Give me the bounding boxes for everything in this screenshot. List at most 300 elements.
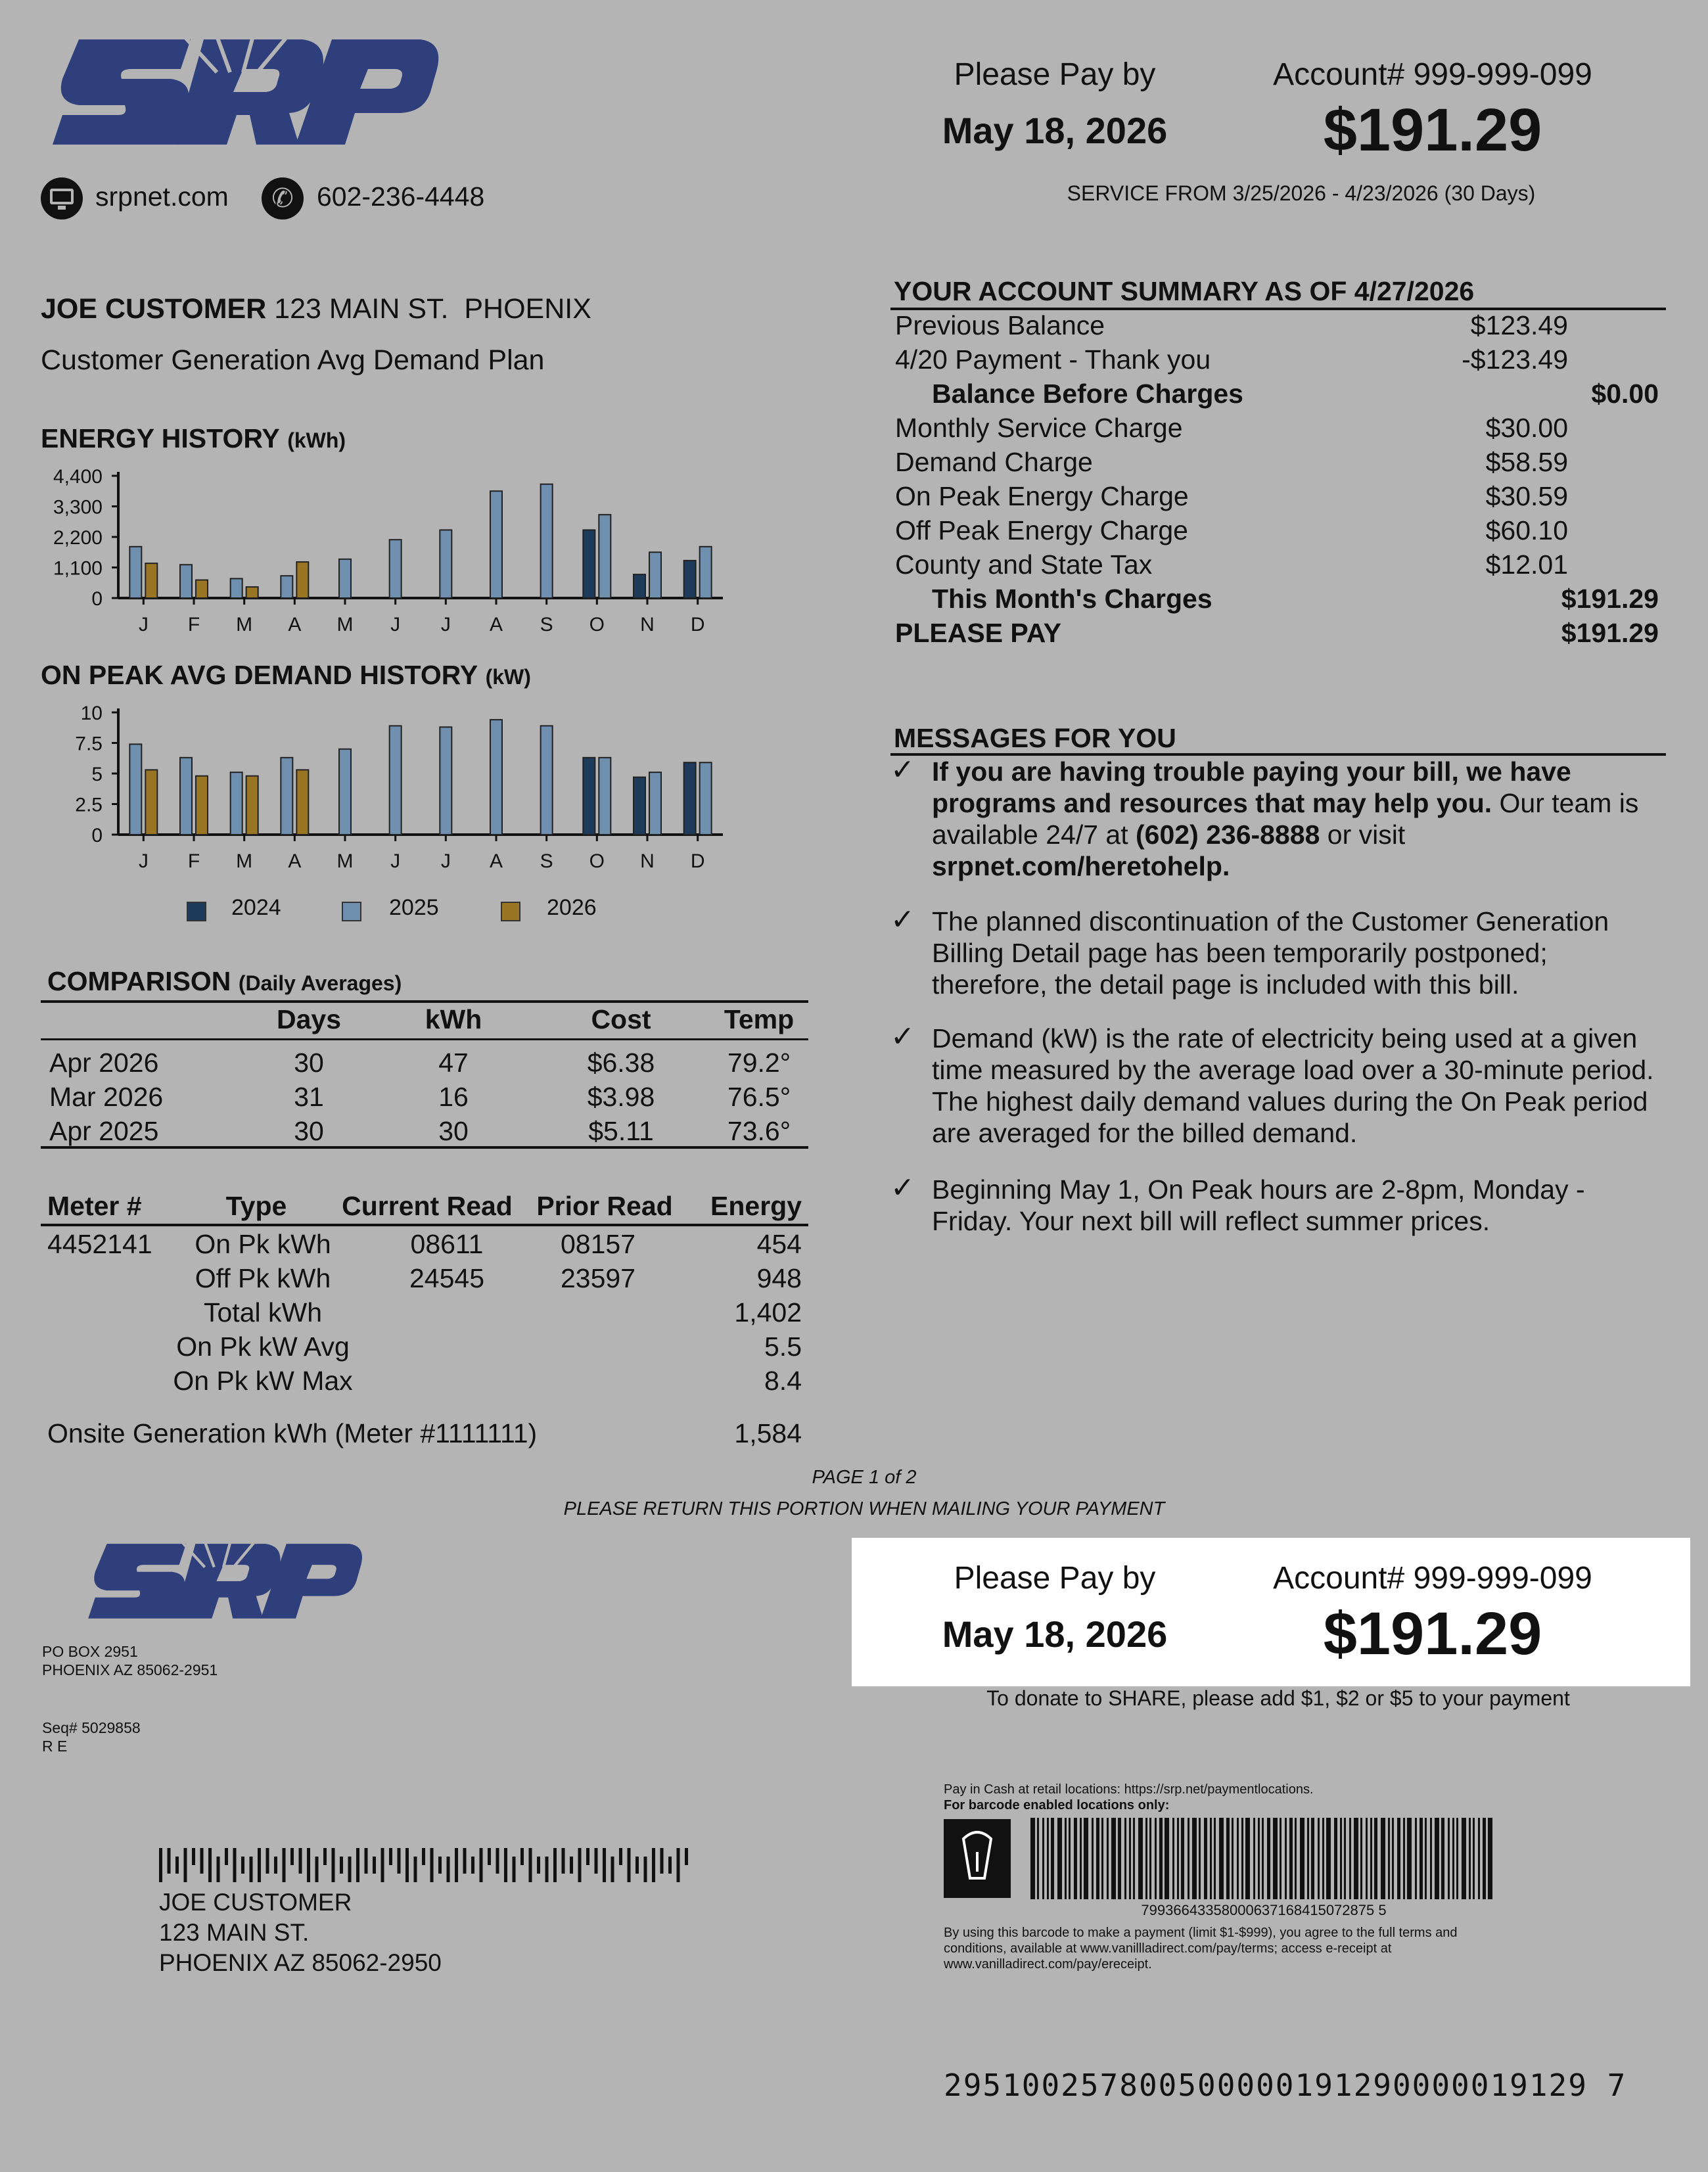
barcode-bar [1192, 1818, 1197, 1899]
barcode-bar [1069, 1818, 1071, 1899]
help-phone: (602) 236-8888 [1136, 820, 1320, 850]
postal-bar [562, 1848, 565, 1874]
barcode-bar [1318, 1818, 1320, 1899]
postal-bar [504, 1848, 507, 1882]
postal-bar [635, 1857, 639, 1874]
barcode-bar [1349, 1818, 1351, 1899]
summary-amount: $12.01 [1485, 549, 1568, 580]
meter-energy: 5.5 [764, 1331, 802, 1362]
meter-energy: 1,402 [734, 1297, 802, 1328]
postal-bar [365, 1848, 368, 1874]
po-city: PHOENIX AZ 85062-2951 [42, 1661, 218, 1678]
barcode-bar [1392, 1818, 1394, 1899]
barcode-bar [1237, 1818, 1239, 1899]
barcode-terms-1: By using this barcode to make a payment (limit $1-$999), you agree to the full terms and [944, 1926, 1458, 1940]
postal-bar [192, 1848, 195, 1865]
postal-bar [628, 1848, 631, 1882]
barcode-bar [1273, 1818, 1278, 1899]
svg-text:R: R [346, 1546, 355, 1561]
postal-bar [405, 1848, 409, 1882]
mail-street: 123 MAIN ST. [159, 1919, 310, 1946]
barcode-bar [1145, 1818, 1147, 1899]
summary-label: PLEASE PAY [895, 618, 1061, 648]
x-tick-label: J [440, 850, 451, 872]
postal-bar [447, 1857, 450, 1882]
demand-history-unit: (kW) [485, 665, 531, 689]
message-on-peak-hours: Beginning May 1, On Peak hours are 2-8pm, Monday - Friday. Your next bill will reflect summer prices. [932, 1174, 1585, 1236]
postal-bar [520, 1848, 524, 1865]
meter-prior: 23597 [560, 1263, 635, 1293]
service-period: SERVICE FROM 3/25/2026 - 4/23/2026 (30 Days) [1067, 181, 1536, 205]
retail-barcode [1030, 1818, 1497, 1899]
x-tick-label: A [489, 614, 503, 635]
phone-number: 602-236-4448 [317, 181, 485, 212]
postal-bar [356, 1848, 359, 1882]
bar-2025 [339, 559, 351, 598]
pay-by-date: May 18, 2026 [942, 110, 1168, 151]
seq-number: Seq# 5029858 [42, 1719, 141, 1736]
summary-label: Previous Balance [895, 310, 1105, 340]
barcode-bar [1456, 1818, 1458, 1899]
postal-bar [668, 1857, 672, 1874]
col-temp: Temp [724, 1004, 795, 1034]
postal-bar [529, 1848, 532, 1882]
meter-type: Total kWh [204, 1297, 322, 1328]
comparison-cost: $6.38 [587, 1048, 655, 1078]
barcode-bar [1430, 1818, 1432, 1899]
x-tick-label: M [336, 614, 354, 635]
postal-bar [422, 1848, 425, 1865]
barcode-bar [1030, 1818, 1035, 1899]
barcode-bar [1441, 1818, 1444, 1899]
barcode-bar [1307, 1818, 1309, 1899]
barcode-bar [1133, 1818, 1135, 1899]
x-tick-label: S [540, 614, 553, 635]
return-note: PLEASE RETURN THIS PORTION WHEN MAILING YOUR PAYMENT [563, 1498, 1165, 1519]
postal-bar [537, 1857, 540, 1874]
bar-2025 [281, 758, 292, 835]
y-tick-label: 7.5 [75, 733, 103, 755]
bar-2024 [684, 762, 696, 835]
postal-bar [233, 1848, 237, 1882]
meter-current: 24545 [409, 1263, 484, 1293]
barcode-bar [1388, 1818, 1390, 1899]
x-tick-label: M [236, 614, 253, 635]
x-tick-label: N [640, 850, 655, 872]
legend-swatch-2025 [342, 902, 361, 921]
x-tick-label: O [589, 614, 605, 635]
bar-2026 [296, 770, 308, 835]
message-help-text: Our team is available 24/7 at [932, 788, 1639, 850]
barcode-bar [1258, 1818, 1260, 1899]
barcode-bar [1214, 1818, 1216, 1899]
bar-2025 [390, 726, 402, 835]
barcode-bar [1462, 1818, 1466, 1899]
postal-bar [660, 1848, 664, 1874]
postal-bar [323, 1848, 327, 1865]
bar-2025 [490, 720, 502, 835]
barcode-bar [1340, 1818, 1342, 1899]
postal-bar [348, 1857, 352, 1882]
bar-2026 [145, 770, 157, 835]
stub-pay-by-label: Please Pay by [954, 1561, 1156, 1596]
barcode-bar [1226, 1818, 1230, 1899]
postal-bar [455, 1848, 458, 1882]
y-tick-label: 1,100 [53, 557, 103, 580]
postal-bar [471, 1857, 474, 1874]
x-tick-label: M [236, 850, 253, 872]
comparison-rule-top [41, 1000, 808, 1003]
y-tick-label: 3,300 [53, 496, 103, 519]
meter-energy: 948 [756, 1263, 802, 1293]
postal-bar [553, 1848, 557, 1882]
comparison-temp: 73.6° [727, 1116, 791, 1146]
summary-amount: $123.49 [1470, 310, 1568, 340]
barcode-number: 79936643358000637168415072875 5 [1141, 1902, 1387, 1918]
x-tick-label: J [138, 850, 149, 872]
barcode-bar [1084, 1818, 1088, 1899]
summary-label: On Peak Energy Charge [895, 481, 1189, 511]
postal-bar [168, 1848, 171, 1874]
summary-amount: $0.00 [1591, 379, 1659, 409]
postal-bar [208, 1848, 212, 1882]
postal-barcode [159, 1848, 698, 1882]
re-code: R E [42, 1738, 68, 1755]
postal-bar [274, 1857, 277, 1874]
comparison-period: Apr 2025 [49, 1116, 159, 1146]
y-tick-label: 2,200 [53, 527, 103, 549]
y-tick-label: 2.5 [75, 794, 103, 816]
mail-name: JOE CUSTOMER [159, 1889, 352, 1916]
y-tick-label: 4,400 [53, 466, 103, 488]
bar-2025 [490, 491, 502, 598]
bar-2025 [231, 772, 242, 835]
postal-bar [389, 1848, 392, 1865]
col-type: Type [225, 1191, 287, 1221]
po-box: PO BOX 2951 [42, 1643, 138, 1660]
postal-bar [340, 1857, 343, 1874]
barcode-bar [1241, 1818, 1243, 1899]
col-cost: Cost [591, 1004, 651, 1034]
barcode-bar [1037, 1818, 1039, 1899]
stub-account-number: Account# 999-999-099 [1273, 1561, 1592, 1596]
barcode-bar [1452, 1818, 1454, 1899]
help-link[interactable]: srpnet.com/heretohelp. [932, 851, 1230, 881]
summary-amount: $58.59 [1485, 447, 1568, 477]
comparison-title [47, 966, 402, 997]
postal-bar [545, 1857, 549, 1882]
message-help-bold: If you are having trouble paying your bill, we have programs and resources that may help you. [932, 756, 1571, 818]
demand-history-heading: ON PEAK AVG DEMAND HISTORY [41, 660, 478, 690]
summary-amount: $60.10 [1485, 515, 1568, 545]
bar-2024 [583, 758, 595, 835]
x-tick-label: A [288, 850, 302, 872]
postal-bar [258, 1848, 261, 1882]
barcode-bar [1295, 1818, 1297, 1899]
postal-bar [463, 1848, 467, 1874]
summary-amount: -$123.49 [1462, 344, 1568, 375]
barcode-bar [1280, 1818, 1281, 1899]
postal-bar [315, 1857, 319, 1882]
postal-bar [652, 1848, 655, 1882]
summary-label: Monthly Service Charge [895, 413, 1183, 443]
postal-bar [438, 1857, 442, 1874]
bar-2025 [281, 576, 292, 598]
barcode-bar [1051, 1818, 1054, 1899]
barcode-bar [1219, 1818, 1224, 1899]
barcode-bar [1047, 1818, 1049, 1899]
postal-bar [595, 1848, 598, 1874]
summary-label: Off Peak Energy Charge [895, 515, 1188, 545]
barcode-bar [1096, 1818, 1099, 1899]
postal-bar [175, 1857, 179, 1874]
y-tick-label: 5 [91, 764, 103, 785]
barcode-bar [1285, 1818, 1287, 1899]
barcode-terms-3: www.vanilladirect.com/pay/ereceipt. [944, 1957, 1152, 1972]
comparison-period: Mar 2026 [49, 1082, 164, 1112]
x-tick-label: J [390, 614, 401, 635]
bar-2025 [541, 726, 553, 835]
col-prior-read: Prior Read [536, 1191, 673, 1221]
postal-bar [685, 1848, 688, 1865]
x-tick-label: N [640, 614, 655, 635]
postal-bar [225, 1848, 228, 1865]
bar-2026 [196, 580, 208, 598]
postal-bar [480, 1848, 483, 1882]
x-tick-label: S [540, 850, 553, 872]
x-tick-label: D [690, 614, 705, 635]
postal-bar [373, 1857, 376, 1874]
barcode-note: For barcode enabled locations only: [944, 1798, 1170, 1813]
barcode-bar [1245, 1818, 1250, 1899]
barcode-bar [1262, 1818, 1264, 1899]
message-help [932, 756, 1668, 882]
bar-2025 [700, 547, 712, 598]
barcode-bar [1204, 1818, 1207, 1899]
barcode-bar [1138, 1818, 1143, 1899]
x-tick-label: J [390, 850, 401, 872]
message-help-text2: or visit [1320, 820, 1406, 850]
postal-bar [677, 1848, 680, 1882]
barcode-bar [1488, 1818, 1492, 1899]
bar-2025 [649, 552, 661, 598]
postal-bar [266, 1848, 269, 1874]
legend-label-2026: 2026 [547, 895, 597, 920]
postal-bar [570, 1857, 573, 1874]
barcode-bar [1165, 1818, 1169, 1899]
barcode-bar [1101, 1818, 1103, 1899]
x-tick-label: F [187, 850, 200, 872]
energy-history-heading: ENERGY HISTORY [41, 423, 280, 453]
monitor-icon [41, 177, 83, 220]
comparison-kwh: 47 [438, 1048, 469, 1078]
demand-history-chart [20, 697, 736, 881]
summary-label: This Month's Charges [932, 584, 1212, 614]
bar-2025 [541, 484, 553, 598]
barcode-bar [1129, 1818, 1131, 1899]
mail-city: PHOENIX AZ 85062-2950 [159, 1949, 442, 1976]
y-tick-label: 0 [91, 825, 103, 846]
barcode-bar [1360, 1818, 1362, 1899]
barcode-bar [1199, 1818, 1201, 1899]
bar-2026 [145, 563, 157, 598]
barcode-bar [1118, 1818, 1121, 1899]
bar-2026 [296, 562, 308, 598]
bar-2024 [634, 777, 645, 835]
barcode-bar [1381, 1818, 1385, 1899]
col-kwh: kWh [425, 1004, 482, 1034]
message-billing-detail: The planned discontinuation of the Customer Generation Billing Detail page has been temporarily postponed; therefore, the detail page is included with this bill. [932, 906, 1609, 1000]
barcode-bar [1107, 1818, 1109, 1899]
customer-name: JOE CUSTOMER [41, 293, 267, 325]
comparison-days: 30 [294, 1048, 324, 1078]
barcode-bar [1435, 1818, 1439, 1899]
message-demand: Demand (kW) is the rate of electricity being used at a given time measured by the average load over a 30-minute period. The highest daily demand values during the On Peak period are averaged for the billed demand. [932, 1023, 1654, 1148]
comparison-subtitle: (Daily Averages) [238, 971, 402, 995]
postal-bar [307, 1848, 310, 1882]
comparison-kwh: 30 [438, 1116, 469, 1146]
postal-bar [619, 1848, 622, 1865]
onsite-generation-label: Onsite Generation kWh (Meter #1111111) [47, 1418, 538, 1448]
x-tick-label: J [138, 614, 149, 635]
x-tick-label: F [187, 614, 200, 635]
postal-bar [414, 1857, 417, 1882]
comparison-kwh: 16 [438, 1082, 469, 1112]
legend-swatch-2024 [187, 902, 206, 921]
comparison-rule-bottom [41, 1146, 808, 1149]
summary-amount: $191.29 [1561, 618, 1659, 648]
legend-label-2025: 2025 [389, 895, 439, 920]
bar-2024 [634, 574, 645, 598]
barcode-bar [1111, 1818, 1116, 1899]
page-number: PAGE 1 of 2 [812, 1467, 917, 1488]
bar-2025 [180, 565, 192, 598]
x-tick-label: O [589, 850, 605, 872]
bar-2025 [129, 547, 141, 598]
barcode-bar [1448, 1818, 1450, 1899]
barcode-bar [1172, 1818, 1174, 1899]
rate-plan: Customer Generation Avg Demand Plan [41, 344, 545, 376]
comparison-days: 30 [294, 1116, 324, 1146]
bar-2025 [440, 530, 451, 598]
comparison-rule-mid [41, 1038, 808, 1040]
bar-2025 [440, 727, 451, 835]
demand-history-title [41, 660, 531, 691]
postal-bar [217, 1857, 220, 1882]
stub-pay-by-date: May 18, 2026 [942, 1613, 1168, 1655]
ocr-scanline: 295100257800500000191290000019129 7 [944, 2068, 1627, 2103]
postal-bar [430, 1848, 434, 1882]
postal-bar [496, 1848, 499, 1874]
barcode-bar [1232, 1818, 1234, 1899]
srp-logo [39, 33, 447, 158]
summary-title: YOUR ACCOUNT SUMMARY AS OF 4/27/2026 [894, 276, 1475, 306]
x-tick-label: D [690, 850, 705, 872]
postal-bar [578, 1848, 582, 1882]
stub-amount-due: $191.29 [1323, 1600, 1542, 1667]
barcode-bar [1177, 1818, 1179, 1899]
checkmark-icon: ✓ [890, 1172, 915, 1204]
comparison-days: 31 [294, 1082, 324, 1112]
barcode-bar [1300, 1818, 1304, 1899]
website-link[interactable]: srpnet.com [95, 181, 229, 212]
barcode-bar [1181, 1818, 1184, 1899]
barcode-bar [1042, 1818, 1044, 1899]
postal-bar [200, 1848, 204, 1874]
summary-amount: $30.00 [1485, 413, 1568, 443]
barcode-bar [1092, 1818, 1094, 1899]
customer-address: 123 MAIN ST. PHOENIX [266, 293, 591, 325]
meter-type: On Pk kW Max [173, 1366, 353, 1396]
phone-icon: ✆ [262, 177, 304, 220]
barcode-bar [1124, 1818, 1126, 1899]
checkmark-icon: ✓ [890, 1021, 915, 1053]
barcode-bar [1407, 1818, 1412, 1899]
legend-swatch-2026 [501, 902, 520, 921]
barcode-bar [1419, 1818, 1423, 1899]
meter-type: On Pk kW Avg [176, 1331, 350, 1362]
bar-2026 [246, 776, 258, 835]
cash-note: Pay in Cash at retail locations: https://srp.net/paymentlocations. [944, 1782, 1314, 1797]
barcode-bar [1354, 1818, 1358, 1899]
col-current-read: Current Read [342, 1191, 513, 1221]
summary-amount: $30.59 [1485, 481, 1568, 511]
meter-current: 08611 [410, 1229, 484, 1259]
postal-bar [332, 1848, 335, 1882]
bar-2025 [649, 772, 661, 835]
bar-2025 [129, 744, 141, 835]
bar-2025 [390, 540, 402, 598]
postal-bar [488, 1848, 491, 1865]
x-tick-label: A [288, 614, 302, 635]
postal-bar [159, 1848, 162, 1882]
postal-bar [611, 1857, 614, 1882]
y-tick-label: 10 [80, 703, 103, 724]
srp-logo-stub [79, 1539, 368, 1628]
comparison-temp: 79.2° [727, 1048, 791, 1078]
meter-energy: 454 [756, 1229, 802, 1259]
postal-bar [644, 1857, 647, 1882]
summary-label: County and State Tax [895, 549, 1153, 580]
legend-label-2024: 2024 [231, 895, 281, 920]
barcode-bar [1403, 1818, 1405, 1899]
comparison-temp: 76.5° [727, 1082, 791, 1112]
barcode-bar [1080, 1818, 1082, 1899]
onsite-generation-value: 1,584 [734, 1418, 802, 1448]
barcode-bar [1483, 1818, 1486, 1899]
barcode-bar [1188, 1818, 1189, 1899]
comparison-cost: $5.11 [588, 1116, 654, 1146]
bar-2024 [583, 530, 595, 598]
vanilla-logo-icon [944, 1819, 1011, 1898]
barcode-bar [1149, 1818, 1151, 1899]
barcode-bar [1267, 1818, 1270, 1899]
bar-2025 [700, 762, 712, 835]
bar-2025 [231, 578, 242, 598]
barcode-bar [1397, 1818, 1400, 1899]
barcode-bar [1311, 1818, 1314, 1899]
postal-bar [241, 1857, 244, 1874]
col-days: Days [276, 1004, 341, 1034]
comparison-cost: $3.98 [587, 1082, 655, 1112]
barcode-bar [1065, 1818, 1067, 1899]
barcode-bar [1374, 1818, 1377, 1899]
barcode-bar [1159, 1818, 1163, 1899]
postal-bar [603, 1848, 606, 1882]
postal-bar [283, 1848, 286, 1882]
postal-bar [184, 1848, 187, 1882]
barcode-bar [1425, 1818, 1427, 1899]
